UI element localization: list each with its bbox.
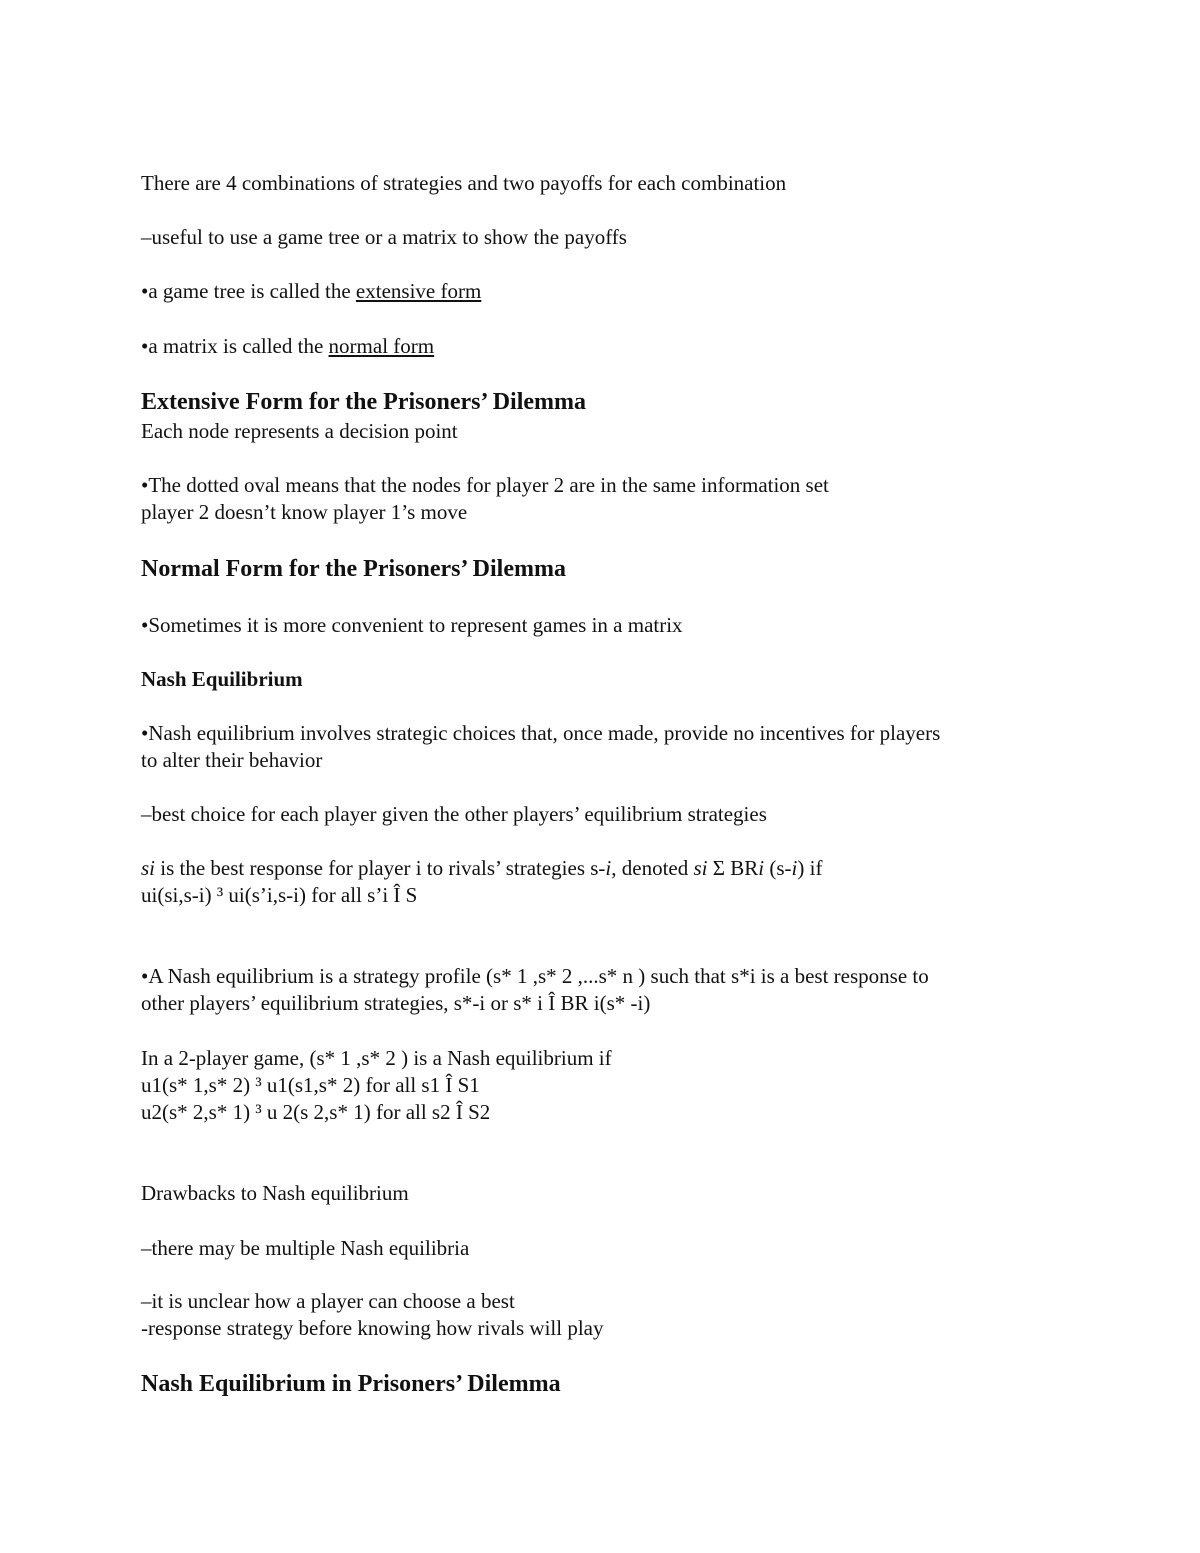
paragraph-convenient-matrix: •Sometimes it is more convenient to represent games in a matrix [141,613,683,637]
br-text: is the best response for player i to rivals’ strategies s- [155,856,606,880]
paragraph-nash-definition: •Nash equilibrium involves strategic choices that, once made, provide no incentives for players [141,721,941,745]
br-i3: i [791,856,798,880]
paragraph-player2-unknown: player 2 doesn’t know player 1’s move [141,500,468,524]
br-paren: (s- [764,856,792,880]
heading-nash-prisoners-dilemma: Nash Equilibrium in Prisoners’ Dilemma [141,1371,561,1397]
paragraph-useful-tree-matrix: –useful to use a game tree or a matrix to show the payoffs [141,225,627,249]
paragraph-multiple-equilibria: –there may be multiple Nash equilibria [141,1236,470,1260]
heading-extensive-form: Extensive Form for the Prisoners’ Dilemma [141,389,586,415]
paragraph-best-response [141,855,822,882]
paragraph-combinations: There are 4 combinations of strategies and two payoffs for each combination [141,171,787,195]
matrix-prefix: •a matrix is called the [141,334,329,358]
term-normal-form: normal form [328,334,435,358]
paragraph-drawbacks: Drawbacks to Nash equilibrium [141,1181,409,1205]
paragraph-dotted-oval: •The dotted oval means that the nodes for player 2 are in the same information set [141,473,829,497]
br-if: ) if [797,856,823,880]
paragraph-game-tree [141,278,481,305]
br-denoted: , denoted [611,856,694,880]
br-si: si [141,856,156,880]
br-si2: si [693,856,708,880]
paragraph-strategy-profile-cont: other players’ equilibrium strategies, s*-i or s* i Î BR i(s* -i) [141,991,651,1015]
paragraph-matrix [141,333,434,360]
paragraph-payoff-inequality: ui(si,s-i) ³ ui(s’i,s-i) for all s’i Î S [141,883,418,907]
paragraph-best-choice: –best choice for each player given the other players’ equilibrium strategies [141,802,767,826]
paragraph-two-player: In a 2-player game, (s* 1 ,s* 2 ) is a Nash equilibrium if [141,1046,612,1070]
paragraph-unclear-choice-cont: -response strategy before knowing how rivals will play [141,1316,604,1340]
br-i2: i [758,856,765,880]
paragraph-u2-inequality: u2(s* 2,s* 1) ³ u 2(s 2,s* 1) for all s2 Î S2 [141,1100,491,1124]
term-extensive-form: extensive form [355,279,482,303]
paragraph-nash-definition-cont: to alter their behavior [141,748,323,772]
paragraph-u1-inequality: u1(s* 1,s* 2) ³ u1(s1,s* 2) for all s1 Î S1 [141,1073,480,1097]
paragraph-node-decision: Each node represents a decision point [141,419,458,443]
game-tree-prefix: •a game tree is called the [141,279,356,303]
heading-nash-equilibrium: Nash Equilibrium [141,667,303,691]
paragraph-strategy-profile: •A Nash equilibrium is a strategy profile (s* 1 ,s* 2 ,...s* n ) such that s*i is a best response to [141,964,929,988]
br-sigma: Σ BR [707,856,759,880]
heading-normal-form: Normal Form for the Prisoners’ Dilemma [141,556,566,582]
paragraph-unclear-choice: –it is unclear how a player can choose a best [141,1289,515,1313]
br-i1: i [605,856,612,880]
